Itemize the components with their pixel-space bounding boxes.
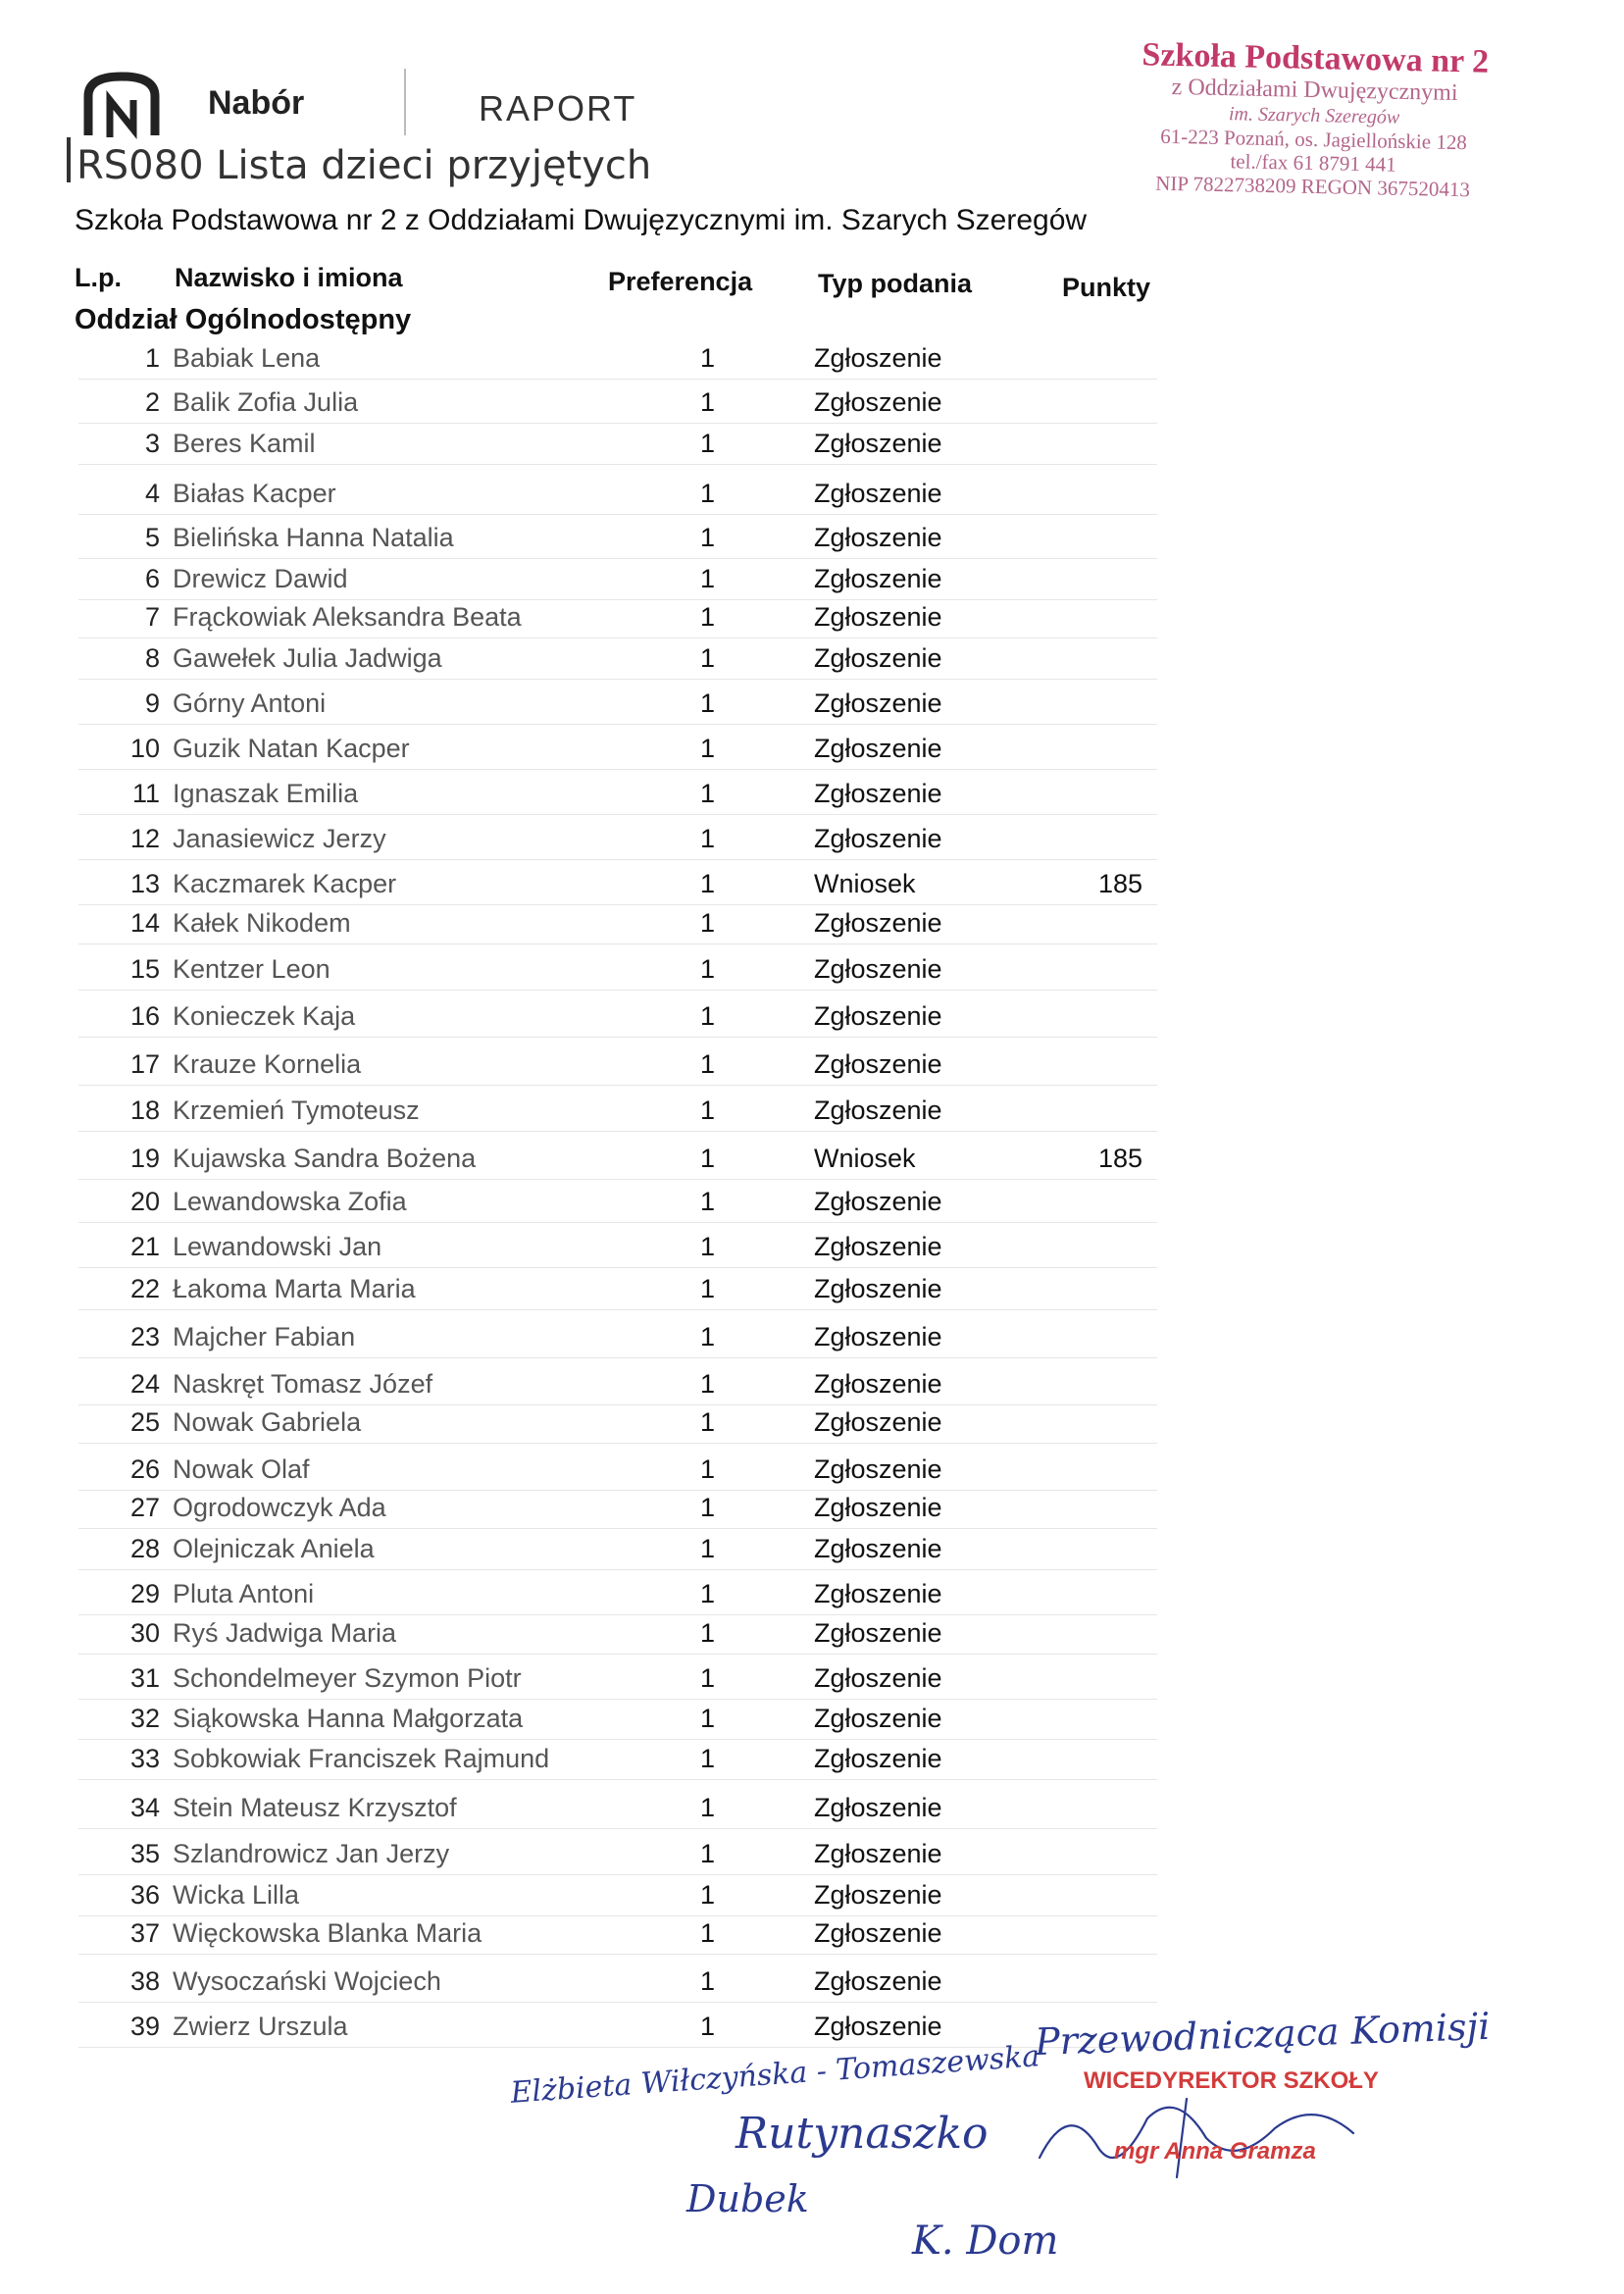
- preference-value: 1: [700, 869, 716, 898]
- row-number: 36: [129, 1880, 160, 1910]
- stamp-line: Szkoła Podstawowa nr 2: [1142, 36, 1490, 80]
- table-row: [78, 824, 1157, 860]
- application-type: Zgłoszenie: [814, 1663, 942, 1693]
- preference-value: 1: [700, 523, 716, 552]
- row-number: 24: [129, 1369, 160, 1399]
- preference-value: 1: [700, 1493, 716, 1522]
- table-row: [78, 1618, 1157, 1655]
- child-name: Janasiewicz Jerzy: [173, 824, 386, 853]
- stamp-line: 61-223 Poznań, os. Jagiellońskie 128: [1160, 124, 1468, 154]
- preference-value: 1: [700, 954, 716, 984]
- application-type: Zgłoszenie: [814, 1274, 942, 1303]
- application-type: Zgłoszenie: [814, 1839, 942, 1868]
- column-header-lp: L.p.: [75, 263, 122, 292]
- preference-value: 1: [700, 1744, 716, 1773]
- child-name: Beres Kamil: [173, 429, 316, 458]
- application-type: Zgłoszenie: [814, 1454, 942, 1484]
- table-row: [78, 1407, 1157, 1444]
- application-type: Zgłoszenie: [814, 1096, 942, 1125]
- child-name: Balik Zofia Julia: [173, 387, 359, 417]
- row-number: 32: [129, 1704, 160, 1733]
- child-name: Wicka Lilla: [173, 1880, 300, 1910]
- application-type: Zgłoszenie: [814, 1704, 942, 1733]
- child-name: Szlandrowicz Jan Jerzy: [173, 1839, 450, 1868]
- child-name: Ogrodowczyk Ada: [173, 1493, 386, 1522]
- header-divider: [404, 69, 406, 135]
- child-name: Kaczmarek Kacper: [173, 869, 397, 898]
- application-type: Zgłoszenie: [814, 1579, 942, 1608]
- child-name: Wysoczański Wojciech: [173, 1966, 441, 1996]
- child-name: Gawełek Julia Jadwiga: [173, 643, 442, 673]
- preference-value: 1: [700, 1618, 716, 1648]
- signature-3: Rutynaszko: [736, 2109, 989, 2159]
- preference-value: 1: [700, 1579, 716, 1608]
- application-type: Zgłoszenie: [814, 564, 942, 593]
- table-row: [78, 1232, 1157, 1268]
- child-name: Pluta Antoni: [173, 1579, 315, 1608]
- application-type: Zgłoszenie: [814, 2012, 942, 2041]
- row-number: 25: [129, 1407, 160, 1437]
- application-type: Zgłoszenie: [814, 824, 942, 853]
- row-number: 34: [129, 1793, 160, 1822]
- table-row: [78, 1704, 1157, 1740]
- child-name: Górny Antoni: [173, 688, 327, 718]
- preference-value: 1: [700, 1096, 716, 1125]
- stamp-line: NIP 7822738209 REGON 367520413: [1155, 171, 1471, 202]
- table-row: [78, 779, 1157, 815]
- table-row: [78, 1049, 1157, 1086]
- stamp-line: im. Szarych Szeregów: [1228, 102, 1400, 128]
- application-type: Zgłoszenie: [814, 1534, 942, 1563]
- row-number: 38: [129, 1966, 160, 1996]
- section-title: Oddział Ogólnodostępny: [75, 304, 412, 335]
- application-type: Zgłoszenie: [814, 602, 942, 632]
- application-type: Zgłoszenie: [814, 343, 942, 373]
- application-type: Zgłoszenie: [814, 908, 942, 938]
- table-row: [78, 1001, 1157, 1038]
- application-type: Zgłoszenie: [814, 523, 942, 552]
- table-row: [78, 1274, 1157, 1310]
- child-name: Schondelmeyer Szymon Piotr: [173, 1663, 522, 1693]
- row-number: 12: [129, 824, 160, 853]
- row-number: 19: [129, 1144, 160, 1173]
- child-name: Sobkowiak Franciszek Rajmund: [173, 1744, 550, 1773]
- application-type: Zgłoszenie: [814, 1966, 942, 1996]
- table-row: [78, 1369, 1157, 1405]
- application-type: Zgłoszenie: [814, 429, 942, 458]
- preference-value: 1: [700, 688, 716, 718]
- row-number: 35: [129, 1839, 160, 1868]
- table-row: [78, 1534, 1157, 1570]
- table-row: [78, 564, 1157, 600]
- row-number: 18: [129, 1096, 160, 1125]
- table-row: [78, 1918, 1157, 1955]
- preference-value: 1: [700, 1187, 716, 1216]
- table-row: [78, 1839, 1157, 1875]
- application-type: Zgłoszenie: [814, 1049, 942, 1079]
- table-row: [78, 954, 1157, 991]
- child-name: Guzik Natan Kacper: [173, 734, 410, 763]
- table-row: [78, 1144, 1157, 1180]
- signature-scribble-icon: [1030, 2079, 1383, 2187]
- child-name: Krzemień Tymoteusz: [173, 1096, 420, 1125]
- row-number: 6: [144, 564, 160, 593]
- row-number: 7: [144, 602, 160, 632]
- row-number: 2: [144, 387, 160, 417]
- preference-value: 1: [700, 1918, 716, 1948]
- child-name: Naskręt Tomasz Józef: [173, 1369, 433, 1399]
- points-value: 185: [1098, 869, 1143, 898]
- school-name: Szkoła Podstawowa nr 2 z Oddziałami Dwujęzycznymi im. Szarych Szeregów: [75, 204, 1088, 236]
- preference-value: 1: [700, 734, 716, 763]
- child-name: Drewicz Dawid: [173, 564, 348, 593]
- preference-value: 1: [700, 1144, 716, 1173]
- preference-value: 1: [700, 1001, 716, 1031]
- table-row: [78, 1579, 1157, 1615]
- school-stamp: [1096, 34, 1531, 202]
- child-name: Babiak Lena: [173, 343, 321, 373]
- row-number: 28: [129, 1534, 160, 1563]
- signature-1: Elżbieta Wiłczyńska - Tomaszewska: [509, 2039, 1041, 2111]
- application-type: Zgłoszenie: [814, 643, 942, 673]
- row-number: 30: [129, 1618, 160, 1648]
- row-number: 15: [129, 954, 160, 984]
- preference-value: 1: [700, 1839, 716, 1868]
- child-name: Nowak Gabriela: [173, 1407, 362, 1437]
- application-type: Zgłoszenie: [814, 1744, 942, 1773]
- table-row: [78, 1454, 1157, 1491]
- application-type: Wniosek: [814, 869, 916, 898]
- application-type: Zgłoszenie: [814, 1187, 942, 1216]
- row-number: 20: [129, 1187, 160, 1216]
- table-row: [78, 688, 1157, 725]
- row-number: 13: [129, 869, 160, 898]
- application-type: Zgłoszenie: [814, 734, 942, 763]
- row-number: 1: [144, 343, 160, 373]
- table-row: [78, 734, 1157, 770]
- row-number: 5: [144, 523, 160, 552]
- preference-value: 1: [700, 908, 716, 938]
- row-number: 14: [129, 908, 160, 938]
- table-row: [78, 343, 1157, 380]
- table-row: [78, 1493, 1157, 1529]
- child-name: Białas Kacper: [173, 479, 336, 508]
- column-header-type: Typ podania: [818, 269, 973, 298]
- vice-director-title: WICEDYREKTOR SZKOŁY: [1084, 2067, 1379, 2094]
- column-header-preference: Preferencja: [608, 267, 753, 296]
- table-row: [78, 387, 1157, 424]
- report-label: RAPORT: [479, 88, 637, 128]
- child-name: Lewandowska Zofia: [173, 1187, 407, 1216]
- preference-value: 1: [700, 1793, 716, 1822]
- child-name: Nowak Olaf: [173, 1454, 310, 1484]
- report-title: RS080 Lista dzieci przyjętych: [76, 143, 652, 188]
- application-type: Zgłoszenie: [814, 1369, 942, 1399]
- row-number: 16: [129, 1001, 160, 1031]
- child-name: Ryś Jadwiga Maria: [173, 1618, 397, 1648]
- table-row: [78, 643, 1157, 680]
- preference-value: 1: [700, 1407, 716, 1437]
- application-type: Zgłoszenie: [814, 1493, 942, 1522]
- nabor-logo-icon: [76, 67, 167, 147]
- child-name: Kałek Nikodem: [173, 908, 351, 938]
- preference-value: 1: [700, 824, 716, 853]
- table-row: [78, 1793, 1157, 1829]
- row-number: 8: [144, 643, 160, 673]
- preference-value: 1: [700, 479, 716, 508]
- child-name: Kujawska Sandra Bożena: [173, 1144, 477, 1173]
- row-number: 27: [129, 1493, 160, 1522]
- table-row: [78, 1187, 1157, 1223]
- application-type: Zgłoszenie: [814, 1001, 942, 1031]
- signature-2: Przewodnicząca Komisji: [1034, 2004, 1492, 2065]
- table-row: [78, 1096, 1157, 1132]
- preference-value: 1: [700, 779, 716, 808]
- child-name: Olejniczak Aniela: [173, 1534, 375, 1563]
- preference-value: 1: [700, 1704, 716, 1733]
- child-name: Konieczek Kaja: [173, 1001, 356, 1031]
- vice-director-name: mgr Anna Gramza: [1114, 2138, 1316, 2165]
- row-number: 10: [129, 734, 160, 763]
- preference-value: 1: [700, 1454, 716, 1484]
- child-name: Frąckowiak Aleksandra Beata: [173, 602, 522, 632]
- preference-value: 1: [700, 602, 716, 632]
- row-number: 31: [129, 1663, 160, 1693]
- application-type: Zgłoszenie: [814, 479, 942, 508]
- brand-name: Nabór: [208, 84, 305, 122]
- title-bar: [67, 137, 71, 182]
- preference-value: 1: [700, 1232, 716, 1261]
- child-name: Kentzer Leon: [173, 954, 330, 984]
- preference-value: 1: [700, 387, 716, 417]
- preference-value: 1: [700, 343, 716, 373]
- row-number: 9: [144, 688, 160, 718]
- child-name: Siąkowska Hanna Małgorzata: [173, 1704, 524, 1733]
- preference-value: 1: [700, 1274, 716, 1303]
- table-row: [78, 523, 1157, 559]
- child-name: Krauze Kornelia: [173, 1049, 362, 1079]
- signature-4: Dubek: [686, 2177, 809, 2220]
- preference-value: 1: [700, 1663, 716, 1693]
- application-type: Zgłoszenie: [814, 387, 942, 417]
- row-number: 17: [129, 1049, 160, 1079]
- application-type: Zgłoszenie: [814, 1880, 942, 1910]
- application-type: Zgłoszenie: [814, 1618, 942, 1648]
- table-row: [78, 869, 1157, 905]
- child-name: Łakoma Marta Maria: [173, 1274, 416, 1303]
- table-row: [78, 1322, 1157, 1358]
- application-type: Zgłoszenie: [814, 954, 942, 984]
- preference-value: 1: [700, 643, 716, 673]
- table-row: [78, 1744, 1157, 1780]
- column-header-points: Punkty: [1062, 273, 1151, 302]
- row-number: 23: [129, 1322, 160, 1351]
- child-name: Więckowska Blanka Maria: [173, 1918, 482, 1948]
- preference-value: 1: [700, 1049, 716, 1079]
- child-name: Ignaszak Emilia: [173, 779, 359, 808]
- table-row: [78, 1966, 1157, 2003]
- child-name: Bielińska Hanna Natalia: [173, 523, 454, 552]
- row-number: 39: [129, 2012, 160, 2041]
- table-row: [78, 1880, 1157, 1916]
- row-number: 22: [129, 1274, 160, 1303]
- application-type: Wniosek: [814, 1144, 916, 1173]
- preference-value: 1: [700, 1369, 716, 1399]
- signature-5: K. Dom: [912, 2218, 1059, 2264]
- application-type: Zgłoszenie: [814, 688, 942, 718]
- stamp-line: tel./fax 61 8791 441: [1230, 149, 1396, 177]
- table-row: [78, 908, 1157, 944]
- column-header-name: Nazwisko i imiona: [175, 263, 403, 292]
- preference-value: 1: [700, 564, 716, 593]
- row-number: 26: [129, 1454, 160, 1484]
- row-number: 21: [129, 1232, 160, 1261]
- preference-value: 1: [700, 1966, 716, 1996]
- table-row: [78, 602, 1157, 638]
- points-value: 185: [1098, 1144, 1143, 1173]
- row-number: 4: [144, 479, 160, 508]
- preference-value: 1: [700, 1534, 716, 1563]
- row-number: 11: [131, 779, 160, 808]
- row-number: 33: [129, 1744, 160, 1773]
- application-type: Zgłoszenie: [814, 1793, 942, 1822]
- application-type: Zgłoszenie: [814, 1407, 942, 1437]
- preference-value: 1: [700, 2012, 716, 2041]
- application-type: Zgłoszenie: [814, 1232, 942, 1261]
- preference-value: 1: [700, 1880, 716, 1910]
- application-type: Zgłoszenie: [814, 779, 942, 808]
- row-number: 37: [129, 1918, 160, 1948]
- child-name: Stein Mateusz Krzysztof: [173, 1793, 457, 1822]
- child-name: Majcher Fabian: [173, 1322, 356, 1351]
- application-type: Zgłoszenie: [814, 1322, 942, 1351]
- child-name: Zwierz Urszula: [173, 2012, 348, 2041]
- table-row: [78, 479, 1157, 515]
- table-row: [78, 429, 1157, 465]
- child-name: Lewandowski Jan: [173, 1232, 382, 1261]
- application-type: Zgłoszenie: [814, 1918, 942, 1948]
- row-number: 3: [144, 429, 160, 458]
- table-row: [78, 1663, 1157, 1700]
- row-number: 29: [129, 1579, 160, 1608]
- preference-value: 1: [700, 429, 716, 458]
- preference-value: 1: [700, 1322, 716, 1351]
- stamp-line: z Oddziałami Dwujęzycznymi: [1171, 75, 1458, 107]
